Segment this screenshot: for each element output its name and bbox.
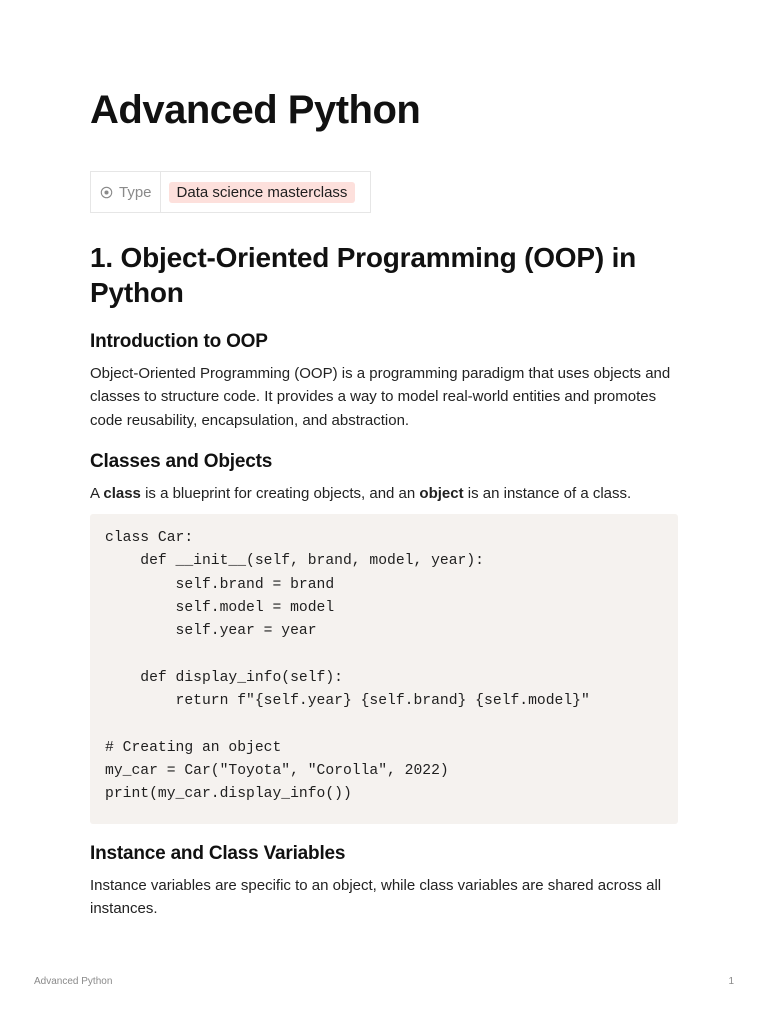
code-block[interactable] — [90, 514, 678, 824]
intro-paragraph: Object-Oriented Programming (OOP) is a programming paradigm that uses objects and classes to structure code. It provides a way to model real-world entities and promotes code reusability, encapsulation, and abstraction. — [90, 365, 671, 429]
type-tag: Data science masterclass — [169, 182, 356, 203]
property-name — [91, 172, 161, 212]
classes-text-1: A — [90, 485, 104, 502]
page-title: Advanced Python — [90, 88, 421, 132]
select-property-icon — [100, 186, 113, 199]
property-value[interactable] — [161, 172, 371, 212]
object-term: object — [419, 485, 464, 502]
footer-page-number: 1 — [728, 976, 734, 987]
variables-paragraph: Instance variables are specific to an object, while class variables are shared across all instances. — [90, 877, 662, 918]
classes-heading: Classes and Objects — [90, 451, 273, 472]
variables-heading: Instance and Class Variables — [90, 843, 346, 864]
property-label: Type — [119, 183, 152, 201]
classes-text-2: is a blueprint for creating objects, and an — [140, 485, 420, 502]
intro-heading: Introduction to OOP — [90, 331, 268, 352]
code-content: class Car: def __init__(self, brand, model, year): self.brand = brand self.model = model self.year = year def display_info(self): return f"{self.year} {self.brand} {self.model}" # Creating an object my_car = Car("Toyota", "Corolla", 2022) print(my_car.display_info()) — [105, 530, 590, 803]
class-term: class — [103, 485, 141, 502]
classes-paragraph — [90, 482, 678, 505]
property-row-type — [90, 171, 371, 213]
footer-document-name: Advanced Python — [34, 976, 113, 987]
section-heading: 1. Object-Oriented Programming (OOP) in Python — [90, 242, 637, 308]
classes-text-3: is an instance of a class. — [463, 485, 632, 502]
